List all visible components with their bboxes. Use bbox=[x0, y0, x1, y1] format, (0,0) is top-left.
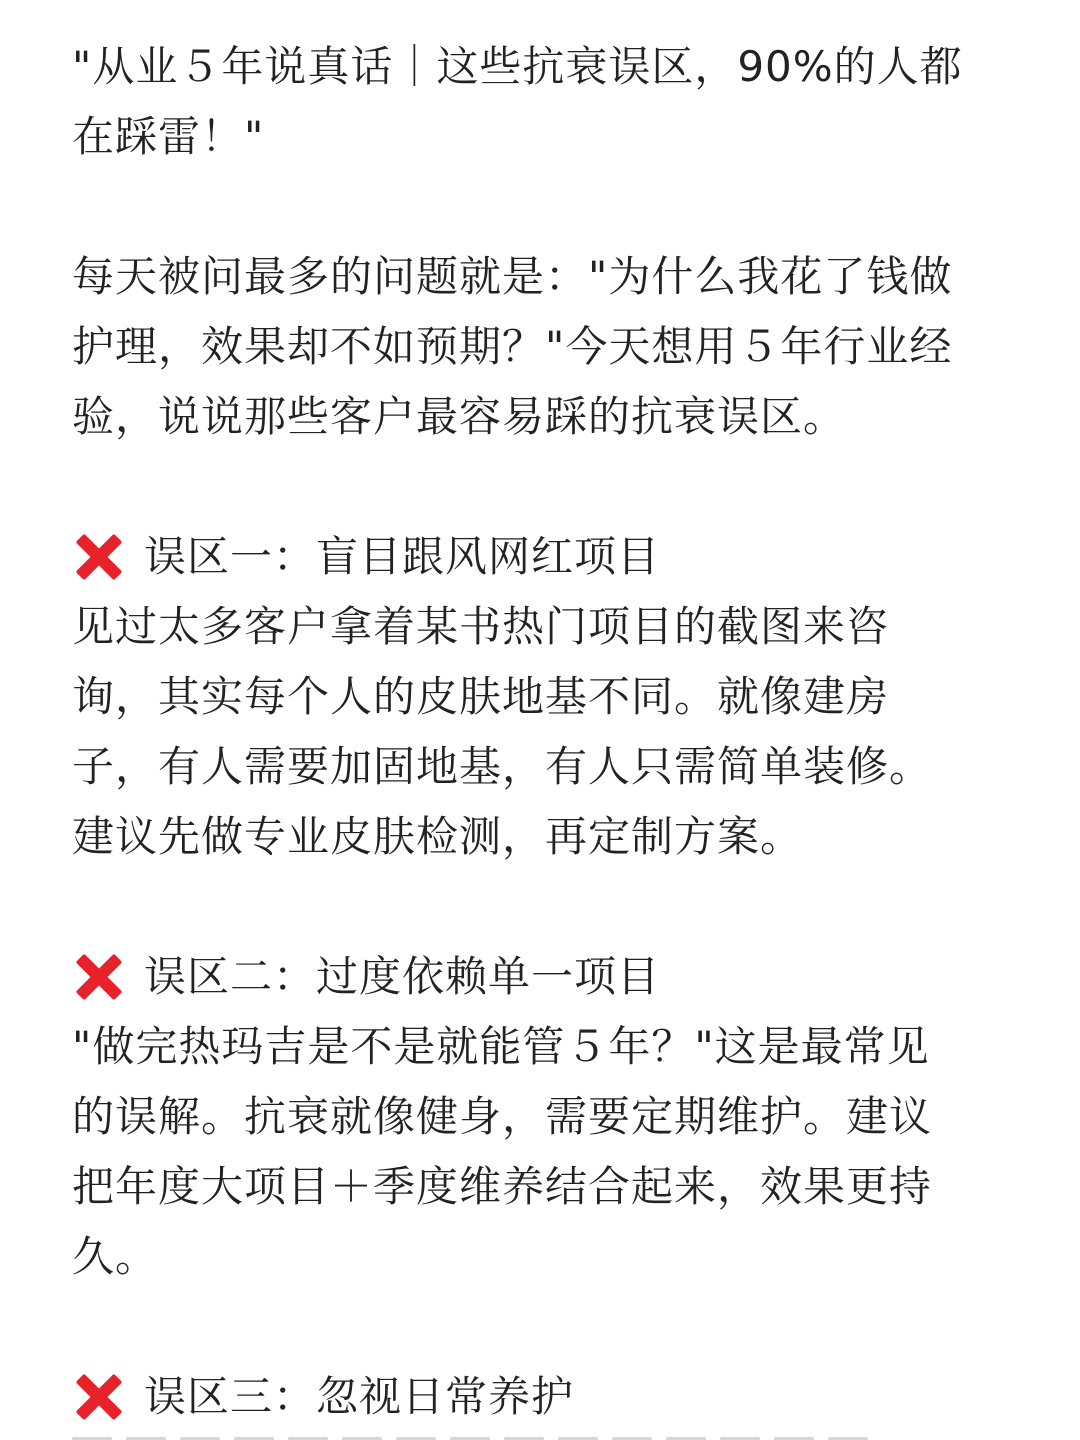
section-heading-text: 误区二：过度依赖单一项目 bbox=[144, 952, 661, 1001]
section-myth-1 bbox=[72, 522, 1012, 872]
section-heading bbox=[72, 942, 1012, 1012]
cross-mark-icon bbox=[72, 1370, 126, 1424]
section-line: 久。 bbox=[72, 1232, 159, 1281]
intro-line: 每天被问最多的问题就是："为什么我花了钱做 bbox=[72, 252, 953, 301]
section-heading-text: 误区三：忽视日常养护 bbox=[144, 1372, 575, 1421]
intro-line: 护理，效果却不如预期？"今天想用５年行业经 bbox=[72, 322, 953, 371]
section-line: 见过太多客户拿着某书热门项目的截图来咨 bbox=[72, 602, 890, 651]
section-myth-2 bbox=[72, 942, 1012, 1292]
section-line: 子，有人需要加固地基，有人只需简单装修。 bbox=[72, 742, 933, 791]
section-line: 建议先做专业皮肤检测，再定制方案。 bbox=[72, 812, 804, 861]
article-title bbox=[72, 32, 1012, 172]
intro-paragraph bbox=[72, 242, 1012, 452]
section-heading bbox=[72, 522, 1012, 592]
spacer bbox=[72, 1292, 1012, 1362]
cross-mark-icon bbox=[72, 530, 126, 584]
section-line: 把年度大项目＋季度维养结合起来，效果更持 bbox=[72, 1162, 933, 1211]
section-myth-3 bbox=[72, 1362, 1012, 1432]
article-body bbox=[72, 32, 1012, 1432]
spacer bbox=[72, 172, 1012, 242]
section-line: "做完热玛吉是不是就能管５年？"这是最常见 bbox=[72, 1022, 930, 1071]
section-heading bbox=[72, 1362, 1012, 1432]
section-line: 询，其实每个人的皮肤地基不同。就像建房 bbox=[72, 672, 890, 721]
intro-line: 验，说说那些客户最容易踩的抗衰误区。 bbox=[72, 392, 847, 441]
section-heading-text: 误区一：盲目跟风网红项目 bbox=[144, 532, 661, 581]
cross-mark-icon bbox=[72, 950, 126, 1004]
cut-off-text-line bbox=[72, 1428, 922, 1440]
title-line: 在踩雷！" bbox=[72, 112, 265, 161]
title-line: "从业５年说真话｜这些抗衰误区，90%的人都 bbox=[72, 42, 963, 91]
spacer bbox=[72, 872, 1012, 942]
spacer bbox=[72, 452, 1012, 522]
section-line: 的误解。抗衰就像健身，需要定期维护。建议 bbox=[72, 1092, 933, 1141]
